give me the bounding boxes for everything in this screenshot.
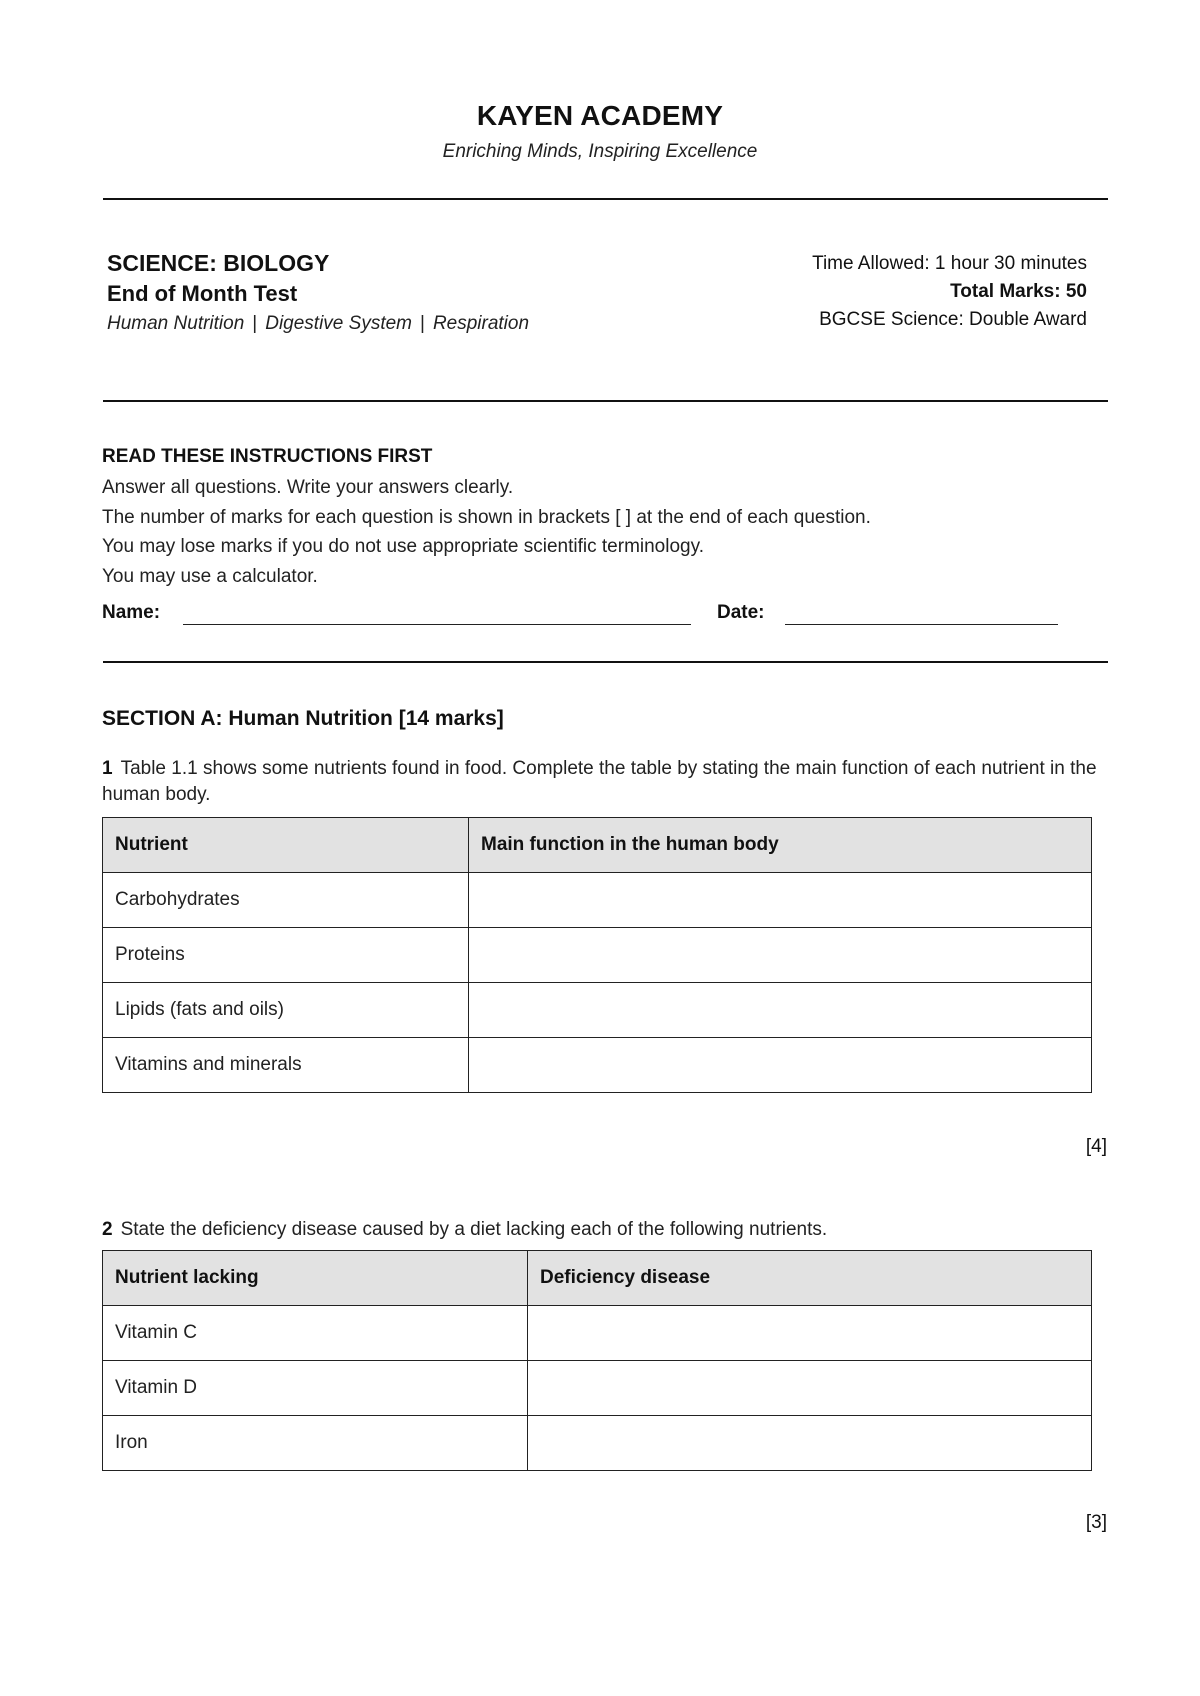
table-row (103, 1306, 1092, 1361)
table-row (103, 1361, 1092, 1416)
answer-cell[interactable] (469, 928, 1092, 983)
topic-separator: | (252, 313, 258, 334)
topic-separator: | (420, 313, 425, 334)
nutrient-cell: Iron (103, 1416, 528, 1471)
nutrient-function-table (102, 817, 1092, 1093)
table-row (103, 1416, 1092, 1471)
nutrient-cell: Carbohydrates (103, 873, 469, 928)
question-2 (102, 1217, 1107, 1243)
nutrient-cell: Proteins (103, 928, 469, 983)
nutrient-cell: Vitamin C (103, 1306, 528, 1361)
answer-cell[interactable] (469, 983, 1092, 1038)
table-row (103, 983, 1092, 1038)
question-marks: [3] (1085, 1512, 1107, 1533)
nutrient-cell: Vitamin D (103, 1361, 528, 1416)
test-name: End of Month Test (107, 281, 298, 306)
name-label: Name: (102, 602, 161, 623)
table-header-row (103, 1251, 1092, 1306)
instruction-line: The number of marks for each question is shown in brackets [ ] at the end of each question. (102, 507, 871, 528)
answer-cell[interactable] (469, 873, 1092, 928)
table-header-cell: Deficiency disease (528, 1251, 1092, 1306)
date-label: Date: (717, 602, 765, 623)
date-field[interactable] (785, 624, 1058, 625)
answer-cell[interactable] (528, 1306, 1092, 1361)
header-divider (103, 198, 1108, 200)
table-row (103, 1038, 1092, 1093)
question-text: State the deficiency disease caused by a diet lacking each of the following nutrients. (120, 1219, 828, 1240)
instruction-line: Answer all questions. Write your answers clearly. (102, 477, 514, 498)
topic-1: Digestive System (265, 313, 412, 334)
table-header-cell: Main function in the human body (469, 818, 1092, 873)
question-marks: [4] (1085, 1136, 1107, 1157)
topic-0: Human Nutrition (107, 313, 245, 334)
instructions-divider (103, 661, 1108, 663)
instruction-line: You may use a calculator. (102, 566, 318, 587)
school-name: KAYEN ACADEMY (476, 100, 724, 131)
nutrient-cell: Vitamins and minerals (103, 1038, 469, 1093)
topic-2: Respiration (432, 313, 530, 334)
question-number: 1 (102, 758, 113, 779)
table-row (103, 928, 1092, 983)
section-title: SECTION A: Human Nutrition [14 marks] (102, 707, 504, 730)
nutrient-cell: Lipids (fats and oils) (103, 983, 469, 1038)
subject-title: SCIENCE: BIOLOGY (107, 250, 330, 276)
name-field[interactable] (183, 624, 691, 625)
table-header-cell: Nutrient lacking (103, 1251, 528, 1306)
time-allowed: Time Allowed: 1 hour 30 minutes (812, 253, 1087, 274)
answer-cell[interactable] (469, 1038, 1092, 1093)
question-number: 2 (102, 1219, 113, 1240)
table-header-cell: Nutrient (103, 818, 469, 873)
question-1 (102, 756, 1107, 808)
table-header-row (103, 818, 1092, 873)
question-text: Table 1.1 shows some nutrients found in food. Complete the table by stating the main function of each nutrient in the human body. (102, 758, 1097, 805)
answer-cell[interactable] (528, 1416, 1092, 1471)
total-marks: Total Marks: 50 (950, 281, 1087, 302)
table-row (103, 873, 1092, 928)
school-motto: Enriching Minds, Inspiring Excellence (442, 141, 758, 162)
instruction-line: You may lose marks if you do not use appropriate scientific terminology. (102, 536, 704, 557)
subject-divider (103, 400, 1108, 402)
instructions-heading: READ THESE INSTRUCTIONS FIRST (102, 446, 433, 467)
deficiency-disease-table (102, 1250, 1092, 1471)
answer-cell[interactable] (528, 1361, 1092, 1416)
topics-line (107, 313, 529, 335)
award-level: BGCSE Science: Double Award (819, 309, 1087, 330)
